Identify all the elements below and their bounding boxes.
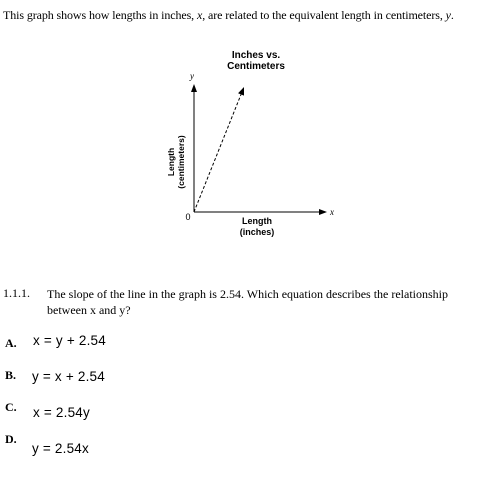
option-d-equation: y = 2.54x (32, 441, 89, 456)
x-axis-arrowhead (319, 209, 327, 215)
option-c-letter: C. (5, 400, 17, 414)
y-axis-variable-label: y (190, 71, 194, 81)
series-layer (194, 87, 244, 212)
question-text: The slope of the line in the graph is 2.54. Which equation describes the relationship between x and y? (47, 287, 449, 317)
y-axis-arrowhead (191, 84, 197, 92)
series-line-centimeters (194, 94, 241, 212)
chart-title-line-1: Inches vs. (231, 50, 281, 61)
y-axis-title-line-1: Length (166, 147, 176, 177)
option-c-equation: x = 2.54y (33, 405, 90, 420)
intro-text-start: This graph shows how lengths in inches, (3, 8, 195, 22)
option-b-equation: y = x + 2.54 (32, 369, 105, 384)
option-a-letter: A. (5, 336, 17, 350)
intro-x-variable: x (197, 8, 203, 22)
intro-y-variable: y (445, 8, 451, 22)
option-a-equation: x = y + 2.54 (33, 333, 106, 348)
series-line-arrowhead (238, 87, 244, 96)
x-axis-title-line-1: Length (242, 216, 272, 226)
intro-sentence (3, 8, 454, 23)
chart-title-line-2: Centimeters (227, 61, 285, 72)
question-number: 1.1.1. (3, 286, 30, 300)
intro-text-middle: , are related to the equivalent length in centimeters, (202, 8, 443, 22)
x-axis-title-line-2: (inches) (239, 227, 275, 237)
option-b-letter: B. (5, 368, 17, 382)
y-axis-title-line-2: (centimeters) (176, 135, 186, 189)
x-axis-variable-label: x (330, 207, 334, 217)
origin-label: 0 (185, 212, 191, 222)
option-d-letter: D. (5, 432, 17, 446)
y-axis-title (166, 135, 186, 189)
intro-text-end: . (450, 8, 454, 22)
inches-vs-centimeters-graph (160, 44, 340, 244)
